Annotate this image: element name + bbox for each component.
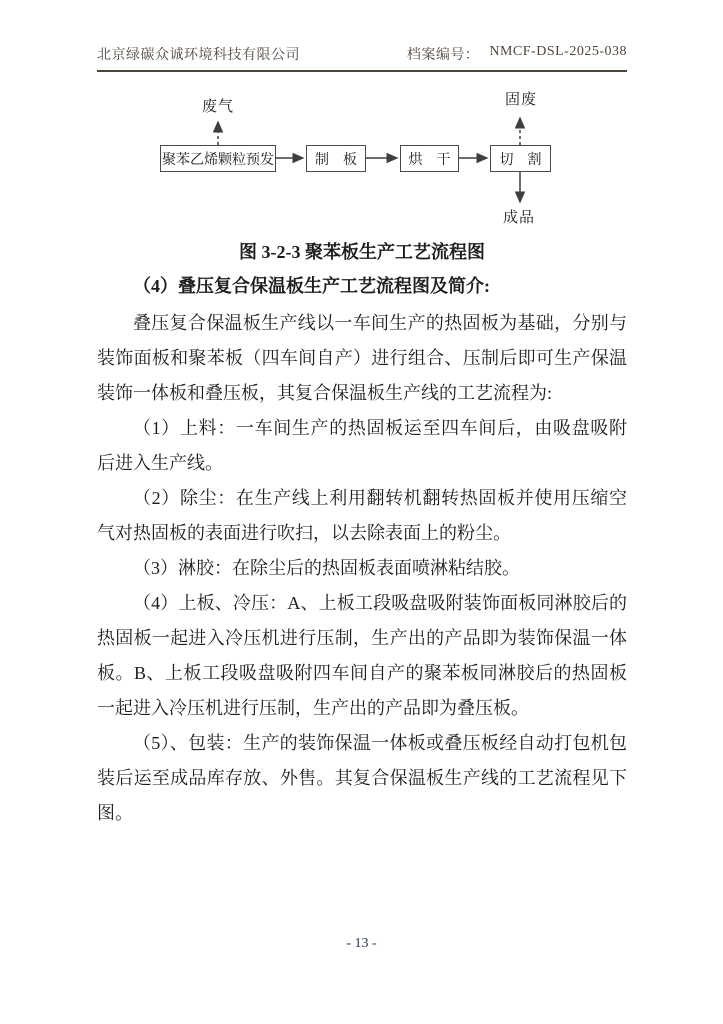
body-text	[97, 306, 627, 831]
figure-caption: 图 3-2-3 聚苯板生产工艺流程图	[239, 242, 485, 262]
page-number: - 13 -	[346, 936, 377, 951]
waste-gas-label: 废气	[202, 99, 235, 115]
header-company-name: 北京绿碳众诚环境科技有限公司	[97, 48, 300, 63]
flowchart-step-prefoaming: 聚苯乙烯颗粒预发	[160, 145, 276, 172]
header-archive-number	[407, 44, 627, 64]
product-label: 成品	[503, 210, 536, 226]
process-flowchart	[130, 90, 600, 230]
archive-value: NMCF-DSL-2025-038	[489, 44, 627, 59]
section-heading: （4）叠压复合保温板生产工艺流程图及简介:	[133, 276, 490, 296]
paragraph-step3-gluing: （3）淋胶：在除尘后的热固板表面喷淋粘结胶。	[133, 558, 520, 578]
page-header	[97, 44, 627, 72]
paragraph-step5-packing: （5）、包装：生产的装饰保温一体板或叠压板经自动打包机包装后运至成品库存放、外售。其复合保温板生产线的工艺流程见下图。	[97, 733, 627, 823]
paragraph-step2-dedusting: （2）除尘：在生产线上利用翻转机翻转热固板并使用压缩空气对热固板的表面进行吹扫，以去除表面上的粉尘。	[97, 488, 627, 543]
paragraph-intro: 叠压复合保温板生产线以一车间生产的热固板为基础，分别与装饰面板和聚苯板（四车间自产）进行组合、压制后即可生产保温装饰一体板和叠压板，其复合保温板生产线的工艺流程为:	[97, 313, 627, 403]
flowchart-step-cutting: 切 割	[490, 145, 551, 172]
flowchart-step-drying: 烘 干	[400, 145, 459, 172]
archive-label: 档案编号：	[406, 48, 480, 63]
solid-waste-label: 固废	[505, 92, 538, 108]
paragraph-step1-loading: （1）上料：一车间生产的热固板运至四车间后，由吸盘吸附后进入生产线。	[97, 418, 627, 473]
paragraph-step4-pressing: （4）上板、冷压：A、上板工段吸盘吸附装饰面板同淋胶后的热固板一起进入冷压机进行压制，生产出的产品即为装饰保温一体板。B、上板工段吸盘吸附四车间自产的聚苯板同淋胶后的热固板一起进入冷压机进行压制，生产出的产品即为叠压板。	[97, 593, 627, 718]
flowchart-step-board-making: 制 板	[306, 145, 366, 172]
